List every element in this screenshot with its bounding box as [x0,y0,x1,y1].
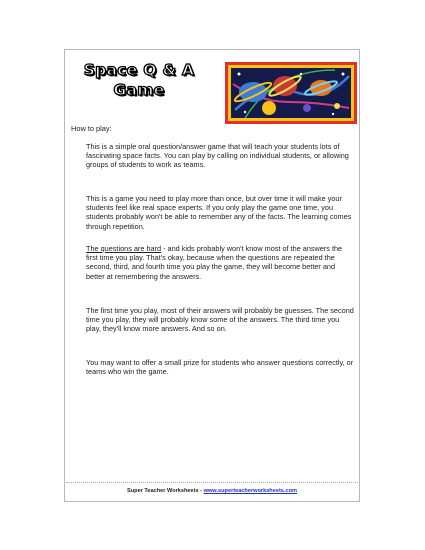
paragraph-repetition: This is a game you need to play more than once, but over time it will make your students feel like real space experts. If you only play the game one time, you students probably won't be able to remember any of the facts. The learning comes through repetition. [86,194,352,231]
paragraph-first-time: The first time you play, most of their answers will probably be guesses. The second time you play, they will probably know some of the answers. The third time you play, they'll know more answers. And so on. [86,306,354,334]
footer-brand: Super Teacher Worksheets [127,488,199,494]
hard-questions-underlined: The questions are hard [86,244,162,253]
title-line-1: Space Q & A [83,61,195,79]
footer-divider [66,482,358,483]
paragraph-hard-questions [86,244,354,281]
paragraph-intro: This is a simple oral question/answer game that will teach your students lots of fascinating space facts. You can play by calling on individual students, or allowing groups of students to work as teams. [86,142,349,170]
how-to-play-heading: How to play: [71,124,112,133]
paragraph-prize: You may want to offer a small prize for students who answer questions correctly, or teams who win the game. [86,358,354,377]
page-title [80,60,198,100]
footer [66,488,358,494]
hard-questions-rest: - and kids probably won't know most of the answers the first time you play. That's okay, because when the questions are repeated the second, third, and fourth time you play the game, they will become better and better at remembering the answers. [86,244,343,281]
space-planets-clipart [225,62,357,124]
footer-separator: - [198,488,204,494]
title-line-2: Game [113,81,165,99]
footer-link[interactable]: www.superteacherworksheets.com [203,488,297,494]
